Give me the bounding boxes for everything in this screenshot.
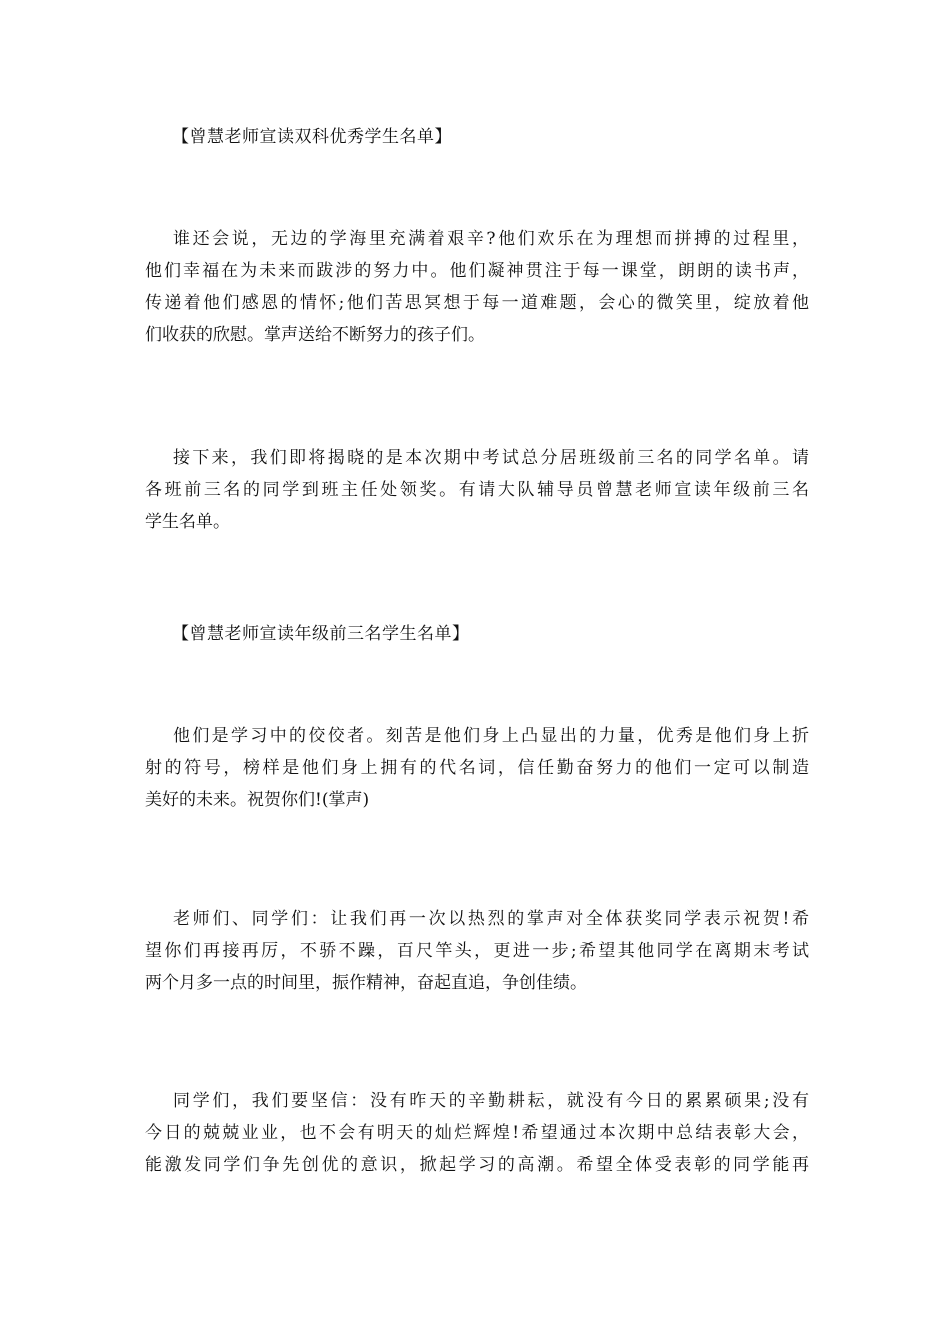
paragraph-congratulations: [145, 903, 809, 999]
paragraph-line: 们收获的欣慰。掌声送给不断努力的孩子们。: [145, 325, 485, 345]
paragraph-line: 能激发同学们争先创优的意识，掀起学习的高潮。希望全体受表彰的同学能再: [145, 1155, 809, 1175]
paragraph-firm-belief: [145, 1085, 809, 1181]
section-heading-double-subject-list: 【曾慧老师宣读双科优秀学生名单】: [172, 127, 452, 147]
paragraph-line: 今日的兢兢业业，也不会有明天的灿烂辉煌!希望通过本次期中总结表彰大会，: [145, 1123, 809, 1143]
section-heading-grade-top-three-list: 【曾慧老师宣读年级前三名学生名单】: [172, 624, 470, 644]
paragraph-line: 接下来，我们即将揭晓的是本次期中考试总分居班级前三名的同学名单。请: [173, 448, 809, 468]
paragraph-line: 谁还会说，无边的学海里充满着艰辛?他们欢乐在为理想而拼搏的过程里，: [173, 229, 809, 249]
paragraph-line: 他们是学习中的佼佼者。刻苦是他们身上凸显出的力量，优秀是他们身上折: [173, 726, 809, 746]
paragraph-line: 同学们，我们要坚信：没有昨天的辛勤耕耘，就没有今日的累累硕果;没有: [173, 1091, 809, 1111]
paragraph-hardship-and-joy: [145, 223, 809, 351]
paragraph-line: 射的符号，榜样是他们身上拥有的代名词，信任勤奋努力的他们一定可以制造: [145, 758, 809, 778]
paragraph-line: 两个月多一点的时间里，振作精神，奋起直追，争创佳绩。: [145, 973, 587, 993]
paragraph-line: 传递着他们感恩的情怀;他们苦思冥想于每一道难题，会心的微笑里，绽放着他: [145, 293, 809, 313]
paragraph-line: 美好的未来。祝贺你们!(掌声): [145, 790, 370, 810]
paragraph-line: 学生名单。: [145, 512, 230, 532]
paragraph-line: 各班前三名的同学到班主任处领奖。有请大队辅导员曾慧老师宣读年级前三名: [145, 480, 809, 500]
paragraph-top-three-announcement: [145, 442, 809, 538]
paragraph-line: 老师们、同学们：让我们再一次以热烈的掌声对全体获奖同学表示祝贺!希: [173, 909, 809, 929]
paragraph-line: 他们幸福在为未来而跋涉的努力中。他们凝神贯注于每一课堂，朗朗的读书声，: [145, 261, 809, 281]
paragraph-line: 望你们再接再厉，不骄不躁，百尺竿头，更进一步;希望其他同学在离期末考试: [145, 941, 809, 961]
paragraph-top-students-praise: [145, 720, 809, 816]
